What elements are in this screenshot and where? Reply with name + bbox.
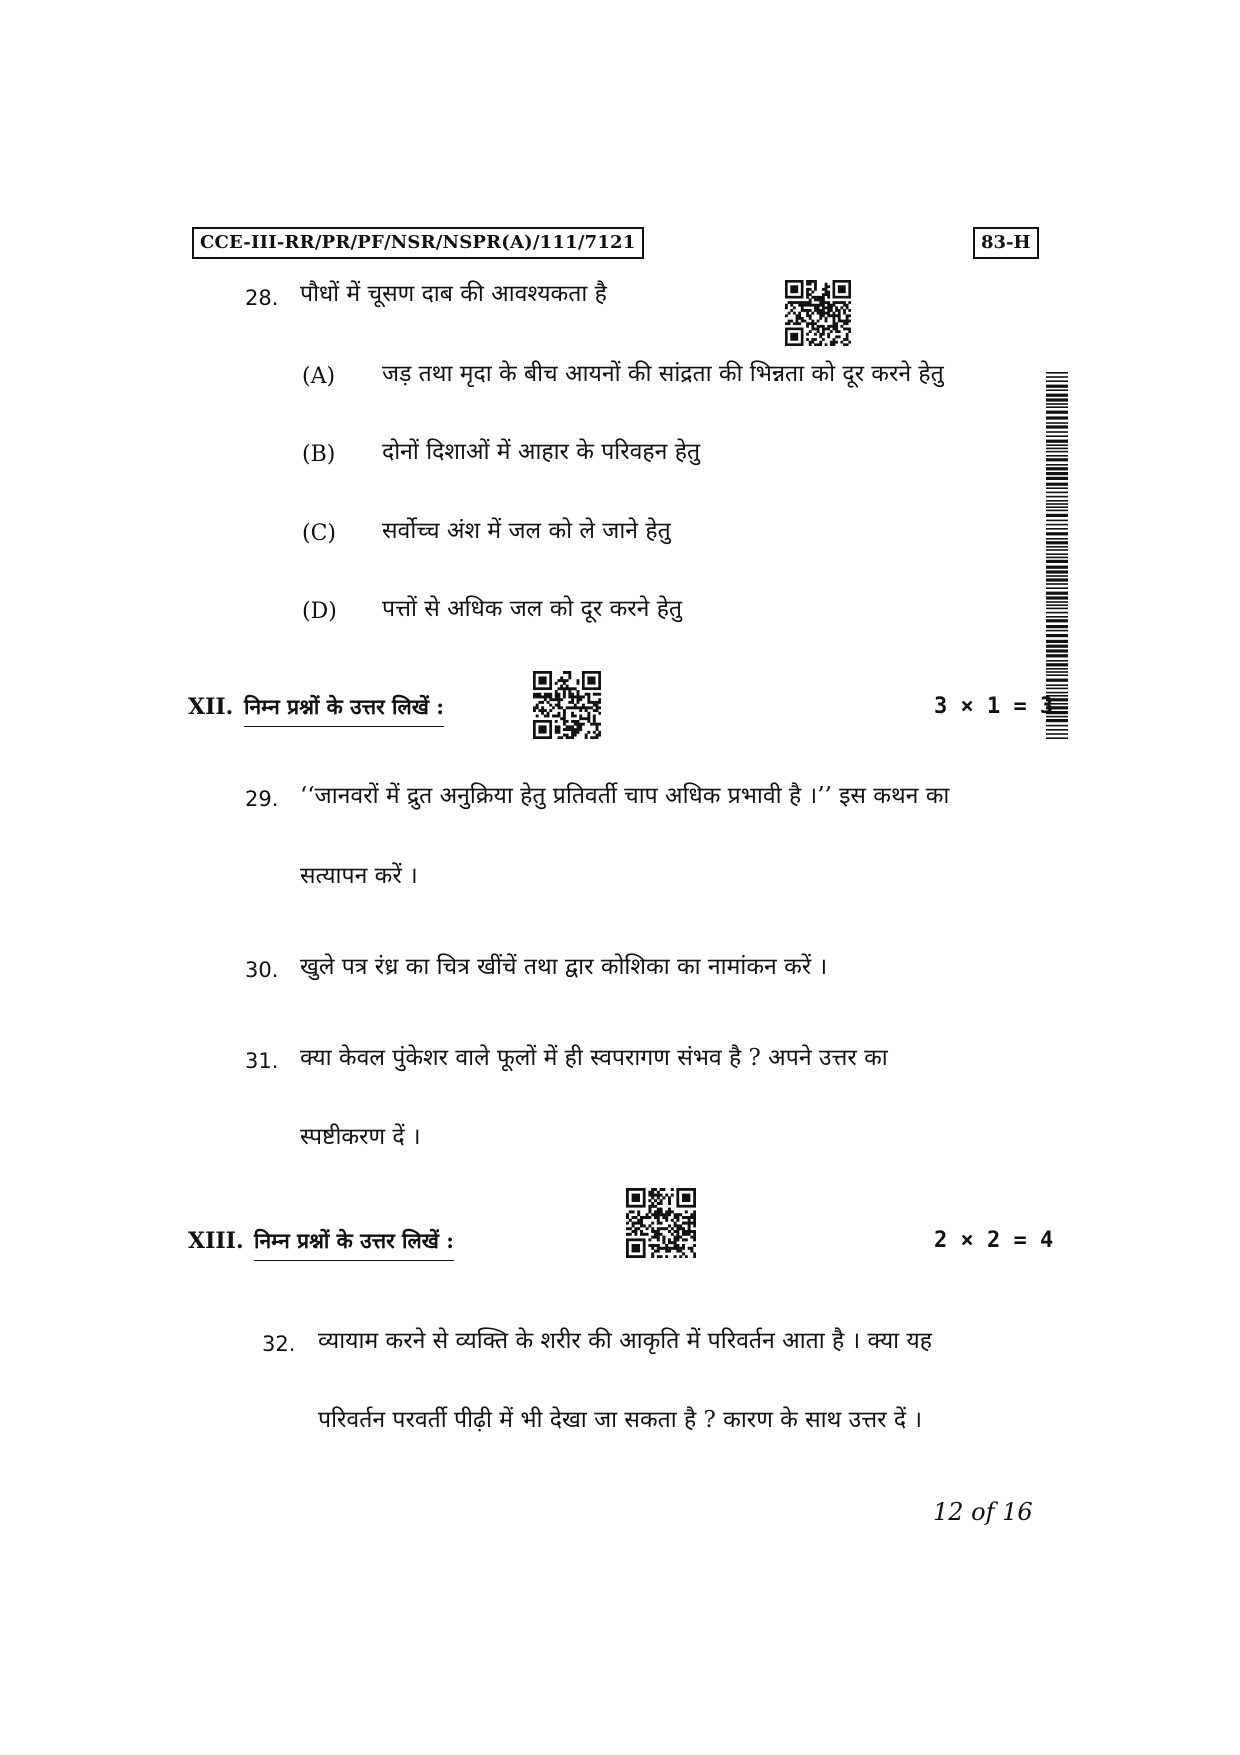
exam-code-box: CCE-III-RR/PR/PF/NSR/NSPR(A)/111/7121 xyxy=(192,227,644,259)
question-32-line-2: परिवर्तन परवर्ती पीढ़ी में भी देखा जा सकता है ? कारण के साथ उत्तर दें । xyxy=(318,1407,923,1433)
page-number: 12 of 16 xyxy=(933,1498,1033,1526)
section-13-marks: 2 × 2 = 4 xyxy=(934,1228,1054,1253)
question-31-line-1: क्या केवल पुंकेशर वाले फूलों में ही स्वपरागण संभव है ? अपने उत्तर का xyxy=(300,1045,888,1071)
question-29-number: 29. xyxy=(245,787,279,811)
qr-code-icon xyxy=(626,1188,696,1258)
option-b-letter: (B) xyxy=(302,442,336,467)
option-c-text: सर्वोच्च अंश में जल को ले जाने हेतु xyxy=(382,518,671,544)
section-13-number: XIII. xyxy=(188,1228,244,1254)
section-13-title: निम्न प्रश्नों के उत्तर लिखें : xyxy=(254,1226,454,1261)
option-b-text: दोनों दिशाओं में आहार के परिवहन हेतु xyxy=(382,439,701,465)
question-28-number: 28. xyxy=(245,286,279,310)
question-30-number: 30. xyxy=(245,958,279,982)
paper-code-box: 83-H xyxy=(973,227,1039,259)
section-12-title: निम्न प्रश्नों के उत्तर लिखें : xyxy=(244,692,444,727)
question-31-line-2: स्पष्टीकरण दें । xyxy=(300,1124,421,1150)
question-32-number: 32. xyxy=(262,1332,296,1356)
section-12-marks: 3 × 1 = 3 xyxy=(934,694,1054,719)
question-28-text: पौधों में चूसण दाब की आवश्यकता है xyxy=(300,281,607,307)
question-29-line-1: ‘‘जानवरों में द्रुत अनुक्रिया हेतु प्रतिवर्ती चाप अधिक प्रभावी है ।’’ इस कथन का xyxy=(300,783,950,809)
section-12-number: XII. xyxy=(188,694,234,720)
qr-code-icon xyxy=(785,280,851,346)
qr-code-icon xyxy=(533,671,601,739)
option-d-text: पत्तों से अधिक जल को दूर करने हेतु xyxy=(382,596,683,622)
barcode-icon xyxy=(1046,372,1068,740)
option-a-text: जड़ तथा मृदा के बीच आयनों की सांद्रता की भिन्नता को दूर करने हेतु xyxy=(382,361,944,387)
question-30-text: खुले पत्र रंध्र का चित्र खींचें तथा द्वार कोशिका का नामांकन करें । xyxy=(300,954,828,980)
question-31-number: 31. xyxy=(245,1049,279,1073)
question-32-line-1: व्यायाम करने से व्यक्ति के शरीर की आकृति में परिवर्तन आता है । क्या यह xyxy=(318,1328,932,1354)
option-d-letter: (D) xyxy=(302,599,337,624)
option-c-letter: (C) xyxy=(302,521,336,546)
question-29-line-2: सत्यापन करें । xyxy=(300,863,418,889)
option-a-letter: (A) xyxy=(302,364,336,389)
